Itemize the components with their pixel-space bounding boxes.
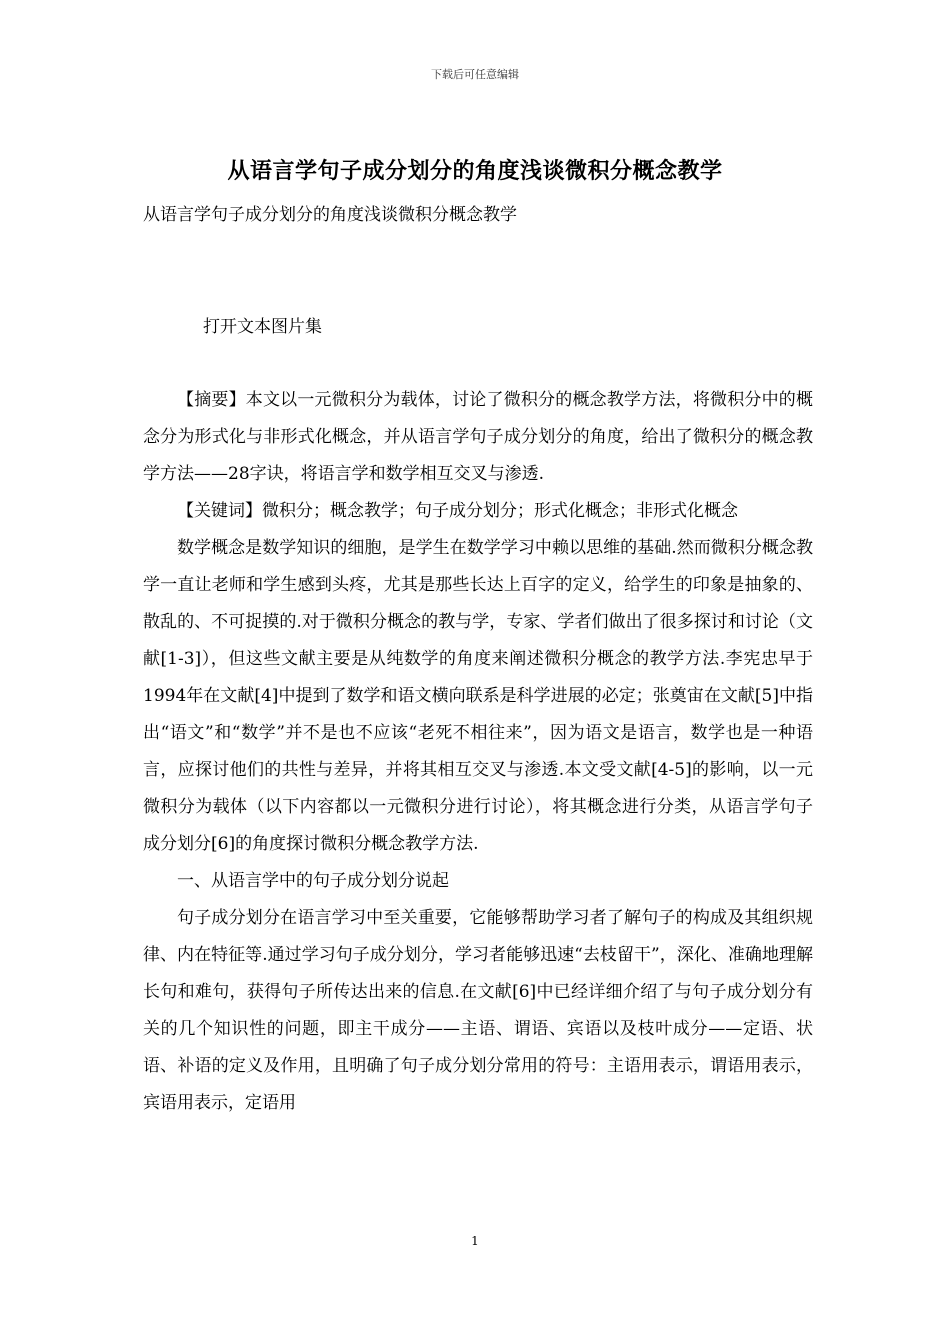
open-image-set-link[interactable]: 打开文本图片集 — [203, 317, 322, 337]
page-header: 下载后可任意编辑 — [431, 68, 519, 81]
section-paragraph: 句子成分划分在语言学习中至关重要，它能够帮助学习者了解句子的构成及其组织规律、内在特征等.通过学习句子成分划分，学习者能够迅速“去枝留干”，深化、准确地理解长句和难句，获得句子所传达出来的信息.在文献[6]中已经详细介绍了与句子成分划分有关的几个知识性的问题，即主干成分——主语、谓语、宾语以及枝叶成分——定语、状语、补语的定义及作用，且明确了句子成分划分常用的符号：主语用表示，谓语用表示，宾语用表示，定语用 — [143, 908, 813, 1113]
page-number: 1 — [471, 1234, 479, 1248]
document-subtitle: 从语言学句子成分划分的角度浅谈微积分概念教学 — [143, 205, 517, 225]
abstract-paragraph: 【摘要】本文以一元微积分为载体，讨论了微积分的概念教学方法，将微积分中的概念分为形式化与非形式化概念，并从语言学句子成分划分的角度，给出了微积分的概念教学方法——28字诀，将语言学和数学相互交叉与渗透. — [143, 390, 813, 484]
document-body — [143, 382, 813, 1122]
intro-paragraph: 数学概念是数学知识的细胞，是学生在数学学习中赖以思维的基础.然而微积分概念教学一直让老师和学生感到头疼，尤其是那些长达上百字的定义，给学生的印象是抽象的、散乱的、不可捉摸的.对于微积分概念的教与学，专家、学者们做出了很多探讨和讨论（文献[1-3]），但这些文献主要是从纯数学的角度来阐述微积分概念的教学方法.李宪忠早于1994年在文献[4]中提到了数学和语文横向联系是科学进展的必定；张奠宙在文献[5]中指出“语文”和“数学”并不是也不应该“老死不相往来”，因为语文是语言，数学也是一种语言，应探讨他们的共性与差异，并将其相互交叉与渗透.本文受文献[4-5]的影响，以一元微积分为载体（以下内容都以一元微积分进行讨论），将其概念进行分类，从语言学句子成分划分[6]的角度探讨微积分概念教学方法. — [143, 538, 813, 854]
keywords-paragraph: 【关键词】微积分；概念教学；句子成分划分；形式化概念；非形式化概念 — [177, 501, 738, 521]
section-heading: 一、从语言学中的句子成分划分说起 — [177, 871, 449, 891]
document-title: 从语言学句子成分划分的角度浅谈微积分概念教学 — [227, 158, 723, 184]
